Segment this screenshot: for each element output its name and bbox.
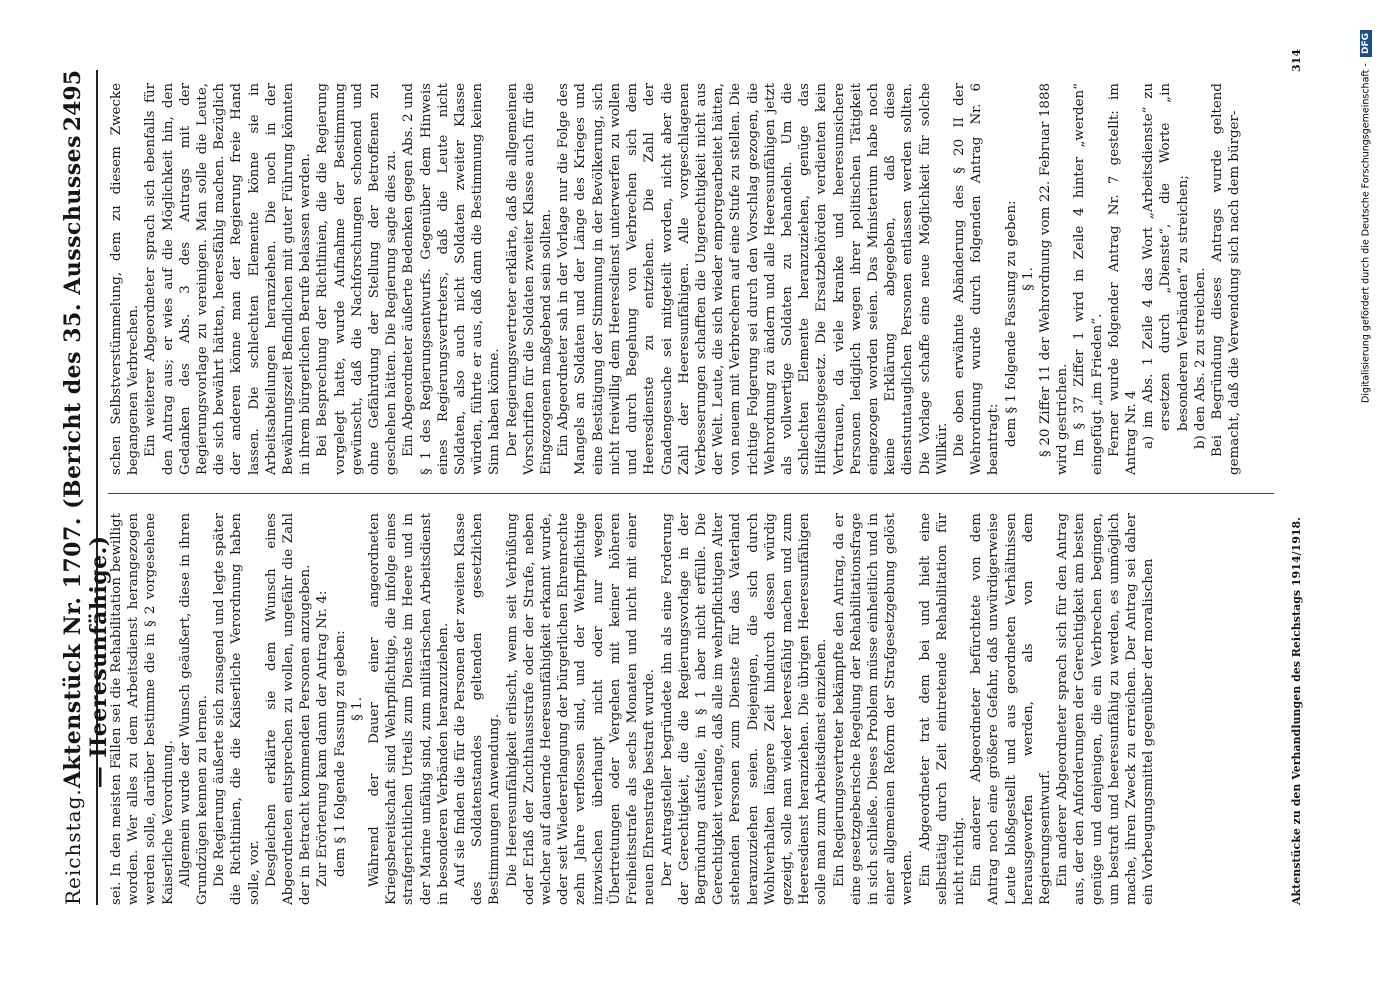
digitization-credit xyxy=(1354,30,1378,970)
paragraph: Die Heeresunfähigkeit erlischt, wenn seit Verbüßung oder Erlaß der Zuchthausstrafe oder der Strafe, neben welcher auf dauernde Heeresunfähigkeit erkannt wurde, oder seit Wiedererlangung der bürgerlichen Ehrenrechte zehn Jahre verflossen sind, und der Wehrpflichtige inzwischen überhaupt nicht oder nur wegen Übertretungen oder Vergehen mit keiner höheren Freiheitsstrafe als sechs Monaten und nicht mit einer neuen Ehrenstrafe bestraft wurde. xyxy=(504,513,658,905)
paragraph: Die Regierung äußerte sich zusagend und legte später die Richtlinien, die die Kaiserliche Verordnung haben solle, vor. xyxy=(212,513,262,905)
paragraph: Zur Erörterung kam dann der Antrag Nr. 4: xyxy=(315,590,331,887)
paragraph: dem § 1 folgende Fassung zu geben: xyxy=(332,630,348,877)
paragraph: Ein anderer Abgeordneter befürchtete von dem Antrag noch eine größere Gefahr, daß unwürdigerweise Leute bloßgestellt und aus geordneten Verhältnissen herausgeworfen werden, als von dem Regierungsentwurf. xyxy=(969,513,1053,905)
credit-text: Digitalisierung gefördert durch die Deutsche Forschungsgemeinschaft - xyxy=(1360,63,1372,403)
paragraph: Während der Dauer einer angeordneten Kriegsbereitschaft sind Wehrpflichtige, die infolge eines strafgerichtlichen Urteils zum Dienste im Heere und in der Marine unfähig sind, zum militärischen Arbeitsdienst in besonderen Verbänden heranzuziehen. xyxy=(367,513,451,905)
paragraph: § 20 Ziffer 11 der Wehrordnung vom 22. Februar 1888 wird gestrichen. xyxy=(1037,83,1071,475)
section-heading: § 1. xyxy=(349,697,365,721)
dfg-logo: DFG xyxy=(1360,30,1372,57)
paragraph: Bei Begründung dieses Antrags wurde geltend gemacht, daß die Verwendung sich nach dem bürger- xyxy=(1210,83,1243,475)
right-column xyxy=(108,83,1300,475)
running-head-title: Aktenstück Nr. 1707. (Bericht des 35. Ausschusses — Heeresunfähige.) xyxy=(60,134,112,789)
paragraph: Ferner wurde folgender Antrag Nr. 7 gestellt: im Antrag Nr. 4 xyxy=(1106,83,1139,475)
paragraph: Der Regierungsvertreter erklärte, daß die allgemeinen Vorschriften für die Soldaten zweiter Klasse auch für die Eingezogenen maßgebend sein sollten. xyxy=(504,83,555,475)
left-column xyxy=(108,513,1300,905)
paragraph: Die oben erwähnte Abänderung des § 20 II der Wehrordnung wurde durch folgenden Antrag Nr. 6 beantragt: xyxy=(951,83,1002,475)
paragraph: Desgleichen erklärte sie dem Wunsch eines Abgeordneten entsprechen zu wollen, ungefähr die Zahl der in Betracht kommenden Personen anzugeben. xyxy=(263,513,314,905)
list-item: b) den Abs. 2 zu streichen. xyxy=(1192,267,1208,449)
paragraph: schen Selbstverstümmelung, dem zu diesem Zwecke begangenen Verbrechen. xyxy=(109,83,142,475)
sheet-signature: 314 xyxy=(1290,49,1303,72)
paragraph: Ein Abgeordneter trat dem bei und hielt eine selbsttätig durch Zeit eintretende Rehabilitation für nicht richtig. xyxy=(917,513,967,905)
section-heading: § 1. xyxy=(1020,267,1036,291)
paragraph: dem § 1 folgende Fassung zu geben: xyxy=(1003,200,1019,447)
paragraph: Ein Abgeordneter sah in der Vorlage nur die Folge des Mangels an Soldaten und der Länge des Krieges und eine Bestätigung der Stimmung in der Bevölkerung, sich nicht freiwillig dem Heeresdienst unterwerfen zu wollen und durch Begehung von Verbrechen sich dem Heeresdienste zu entziehen. Die Zahl der Gnadengesuche sei mitgeteilt worden, nicht aber die Zahl der Heeresunfähigen. Alle vorgeschlagenen Verbesserungen schafften die Ungerechtigkeit nicht aus der Welt. Leute, die sich wieder emporgearbeitet hätten, von neuem mit Verbrechern auf eine Stufe zu stellen. Die richtige Folgerung sei durch den Vorschlag gezogen, die Wehrordnung zu ändern und alle Heeresunfähigen jetzt als vollwertige Soldaten zu behandeln. Um die schlechten Elemente heranzuziehen, genüge das Hilfsdienstgesetz. Die Ersatzbehörden verdienten kein Vertrauen, da viele kranke und heeresunsichere Personen lediglich wegen ihrer politischen Tätigkeit eingezogen worden seien. Das Ministerium habe noch keine Erklärung abgegeben, daß diese dienstuntauglichen Personen entlassen werden sollten. Die Vorlage schaffe eine neue Möglichkeit für solche Willkür. xyxy=(556,83,950,475)
paragraph: Im § 37 Ziffer 1 wird in Zeile 4 hinter „werden“ eingefügt „im Frieden“. xyxy=(1072,83,1105,475)
page-number: 2495 xyxy=(60,70,86,132)
column-divider xyxy=(108,493,1274,494)
footer-note: Aktenstücke zu den Verhandlungen des Reichstags 1914/1918. xyxy=(1290,517,1303,905)
running-head xyxy=(60,70,112,905)
paragraph: Bei Besprechung der Richtlinien, die die Regierung vorgelegt hatte, wurde Aufnahme der Bestimmung gewünscht, daß die Nachforschungen schonend und ohne Gefährdung der Stellung der Betroffenen zu geschehen hätten. Die Regierung sagte dies zu. xyxy=(315,83,400,475)
paragraph: Ein anderer Abgeordneter sprach sich für den Antrag aus, der den Anforderungen der Gerechtigkeit am besten genüge und denjenigen, die ein Verbrechen begingen, um bestraft und heeresunfähig zu werden, es unmöglich mache, ihren Zweck zu erreichen. Der Antrag sei daher ein Vorbeugungsmittel gegenüber der moralischen xyxy=(1055,513,1157,905)
paragraph: Ein Abgeordneter äußerte Bedenken gegen Abs. 2 und § 1 des Regierungsentwurfs. Gegenüber dem Hinweis eines Regierungsvertreters, daß die Leute nicht Soldaten, also auch nicht Soldaten zweiter Klasse würden, führte er aus, daß dann die Bestimmung keinen Sinn haben könne. xyxy=(401,83,503,475)
paragraph: Ein Regierungsvertreter bekämpfte den Antrag, da er eine gesetzgeberische Regelung der Rehabilitationsfrage in sich schließe. Dieses Problem müsse einheitlich und in einer allgemeinen Reform der Strafgesetzgebung gelöst werden. xyxy=(831,513,916,905)
paragraph: Allgemein wurde der Wunsch geäußert, diese in ihren Grundzügen kennen zu lernen. xyxy=(177,513,211,905)
running-head-left: Reichstag. xyxy=(61,788,85,905)
paragraph: Auf sie finden die für die Personen der zweiten Klasse des Soldatenstandes geltenden gesetzlichen Bestimmungen Anwendung. xyxy=(453,513,503,905)
list-item: a) im Abs. 1 Zeile 4 das Wort „Arbeitsdienste“ zu ersetzen durch „Dienste“, die Worte „in besonderen Verbänden“ zu streichen; xyxy=(1141,83,1191,449)
paragraph: Ein weiterer Abgeordneter sprach sich ebenfalls für den Antrag aus; er wies auf die Möglichkeit hin, den Gedanken des Abs. 3 des Antrags mit der Regierungsvorlage zu vereinigen. Man solle die Leute, die sich bewährt hätten, heeresfähig machen. Bezüglich der anderen könne man der Regierung freie Hand lassen. Die schlechten Elemente könne sie in Arbeitsabteilungen heranziehen. Die noch in der Bewährungszeit Befindlichen mit guter Führung könnten in ihrem bürgerlichen Berufe belassen werden. xyxy=(143,83,314,475)
paragraph: Der Antragsteller begründete ihn als eine Forderung der Gerechtigkeit, die die Regierungsvorlage in der Begründung aufstelle, in § 1 aber nicht erfülle. Die Gerechtigkeit verlange, daß alle im wehrpflichtigen Alter stehenden Personen zum Dienste für das Vaterland heranzuziehen seien. Diejenigen, die sich durch Wohlverhalten längere Zeit hindurch dessen würdig gezeigt, solle man wieder heeresfähig machen und zum Heeresdienst heranziehen. Die übrigen Heeresunfähigen solle man zum Arbeitsdienst einziehen. xyxy=(659,513,830,905)
paragraph: sei. In den meisten Fällen sei die Rehabilitation bewilligt worden. Wer alles zu dem Arbeitsdienst herangezogen werden solle, darüber bestimme die in § 2 vorgesehene Kaiserliche Verordnung. xyxy=(109,513,176,905)
